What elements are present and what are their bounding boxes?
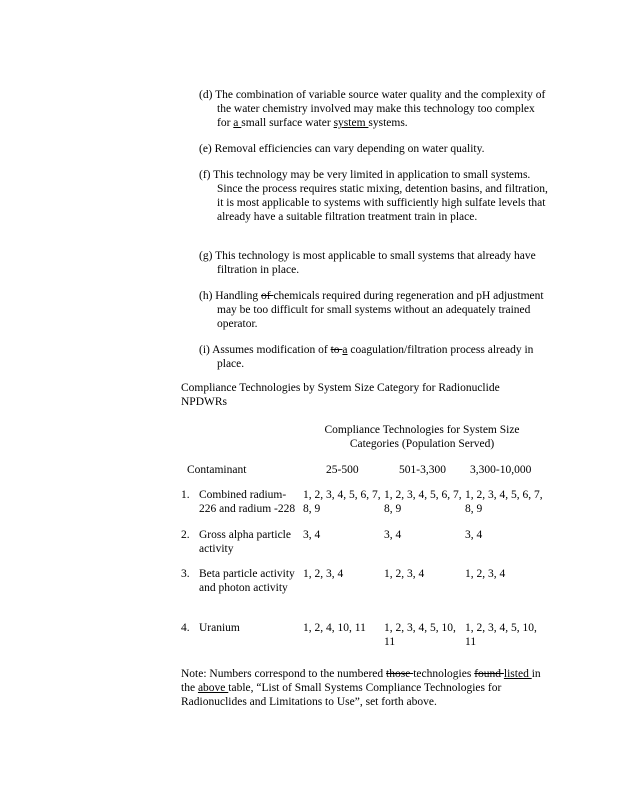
technologies-25-500: 3, 4 <box>303 529 321 541</box>
technologies-3300-10000: 1, 2, 3, 4, 5, 10, 11 <box>465 622 537 648</box>
note-e-text: (e) Removal efficiencies can vary depending on water quality. <box>199 143 485 155</box>
note-f-text: (f) This technology may be very limited in application to small systems. Since the process requires static mixing, detention basins, and filtration, it is most applicable to systems with sufficiently high sulfate levels that already have a suitable filtration treatment train in place. <box>199 169 548 223</box>
inserted-text: above <box>197 682 229 694</box>
technologies-501-3300: 1, 2, 3, 4 <box>384 568 425 580</box>
table-footnote: Note: Numbers correspond to the numbered those technologies found listed in the above table, “List of Small Systems Compliance Technologies for Radionuclides and Limitations to Use”, set forth above. <box>181 668 541 708</box>
technologies-3300-10000: 1, 2, 3, 4, 5, 6, 7, 8, 9 <box>465 489 543 515</box>
inserted-text: listed <box>503 668 532 680</box>
row-number: 1. <box>181 489 190 501</box>
note-d <box>199 88 549 130</box>
contaminant-name: Combined radium-226 and radium -228 <box>199 489 296 515</box>
deleted-text: found <box>474 668 504 680</box>
deleted-text: to <box>330 344 343 356</box>
contaminant-name: Beta particle activity and photon activity <box>199 568 295 594</box>
note-h-text: (h) Handling of chemicals required during regeneration and pH adjustment may be too difficult for small systems without an adequately trained operator. <box>199 290 544 330</box>
note-i-text: (i) Assumes modification of to a coagulation/filtration process already in place. <box>199 344 534 370</box>
note-i <box>199 343 549 371</box>
note-e <box>199 142 549 156</box>
column-header-501-3300: 501-3,300 <box>399 464 446 476</box>
contaminant-name: Gross alpha particle activity <box>199 529 291 555</box>
technologies-25-500: 1, 2, 3, 4, 5, 6, 7, 8, 9 <box>303 489 381 515</box>
table-title: Compliance Technologies by System Size Category for Radionuclide NPDWRs <box>181 382 500 408</box>
note-h <box>199 289 549 331</box>
technologies-501-3300: 3, 4 <box>384 529 402 541</box>
technologies-25-500: 1, 2, 4, 10, 11 <box>303 622 366 634</box>
column-header-25-500: 25-500 <box>326 464 359 476</box>
deleted-text: of <box>260 290 274 302</box>
technologies-3300-10000: 1, 2, 3, 4 <box>465 568 506 580</box>
column-header-3300-10000: 3,300-10,000 <box>470 464 532 476</box>
note-f <box>199 168 549 224</box>
row-number: 3. <box>181 568 190 580</box>
technologies-3300-10000: 3, 4 <box>465 529 483 541</box>
deleted-text: those <box>386 668 414 680</box>
inserted-text: system <box>333 117 369 129</box>
technologies-501-3300: 1, 2, 3, 4, 5, 10, 11 <box>384 622 456 648</box>
row-number: 2. <box>181 529 190 541</box>
row-number: 4. <box>181 622 190 634</box>
table-group-header: Compliance Technologies for System Size Categories (Population Served) <box>324 424 520 450</box>
inserted-text: a <box>342 344 348 356</box>
technologies-25-500: 1, 2, 3, 4 <box>303 568 344 580</box>
technologies-501-3300: 1, 2, 3, 4, 5, 6, 7, 8, 9 <box>384 489 462 515</box>
column-header-contaminant: Contaminant <box>187 464 247 476</box>
note-g <box>199 249 549 277</box>
contaminant-name: Uranium <box>199 622 240 634</box>
inserted-text: a <box>233 117 242 129</box>
note-g-text: (g) This technology is most applicable to small systems that already have filtration in place. <box>199 250 536 276</box>
note-d-text: (d) The combination of variable source water quality and the complexity of the water chemistry involved may make this technology too complex for a small surface water system systems. <box>199 89 546 129</box>
